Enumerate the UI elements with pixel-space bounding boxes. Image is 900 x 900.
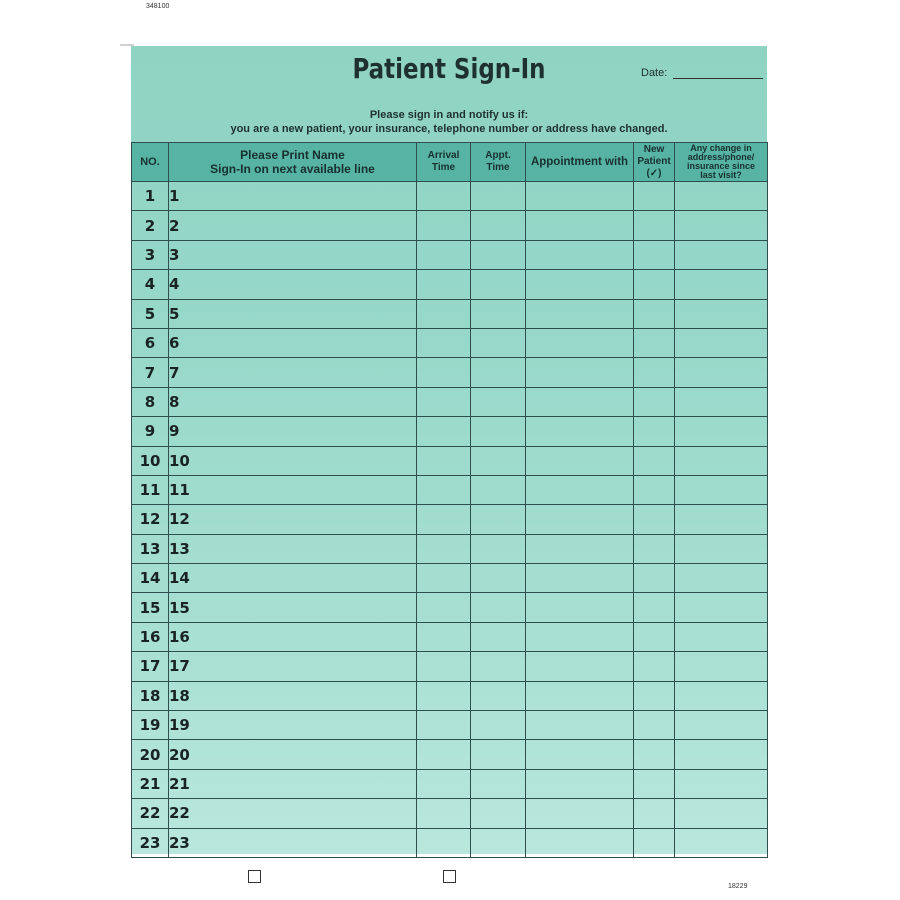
row-number: 19	[132, 711, 169, 740]
row-number: 16	[132, 622, 169, 651]
name-cell[interactable]: 13	[169, 534, 417, 563]
date-line[interactable]	[673, 67, 763, 79]
form-code-bottom: 18229	[728, 883, 748, 890]
appointment-with-cell[interactable]	[526, 182, 634, 211]
new-patient-cell[interactable]	[634, 593, 675, 622]
new-patient-cell[interactable]	[634, 799, 675, 828]
header-arrival-line-1: Arrival	[427, 150, 460, 161]
appt-time-cell[interactable]	[471, 387, 526, 416]
header-appt-line-2: Time	[486, 162, 510, 173]
header-any-change	[675, 143, 768, 182]
name-cell[interactable]: 8	[169, 387, 417, 416]
row-number: 12	[132, 505, 169, 534]
appt-time-cell[interactable]	[471, 740, 526, 769]
new-patient-cell[interactable]	[634, 769, 675, 798]
new-patient-cell[interactable]	[634, 740, 675, 769]
appt-time-cell[interactable]	[471, 828, 526, 857]
new-patient-cell[interactable]	[634, 387, 675, 416]
row-number: 9	[132, 417, 169, 446]
appointment-with-cell[interactable]	[526, 475, 634, 504]
sign-in-table	[131, 142, 768, 858]
row-number: 10	[132, 446, 169, 475]
name-cell[interactable]: 5	[169, 299, 417, 328]
arrival-time-cell[interactable]	[417, 564, 471, 593]
header-appt-line-1: Appt.	[485, 150, 511, 161]
any-change-cell[interactable]	[675, 417, 768, 446]
new-patient-cell[interactable]	[634, 564, 675, 593]
any-change-cell[interactable]	[675, 622, 768, 651]
header-change-line-1: Any change in	[690, 143, 752, 153]
row-number: 14	[132, 564, 169, 593]
any-change-cell[interactable]	[675, 475, 768, 504]
table-row	[132, 593, 768, 622]
appt-time-cell[interactable]	[471, 446, 526, 475]
row-number: 22	[132, 799, 169, 828]
appointment-with-cell[interactable]	[526, 358, 634, 387]
any-change-cell[interactable]	[675, 593, 768, 622]
arrival-time-cell[interactable]	[417, 446, 471, 475]
appointment-with-cell[interactable]	[526, 681, 634, 710]
name-cell[interactable]: 3	[169, 240, 417, 269]
appt-time-cell[interactable]	[471, 240, 526, 269]
appt-time-cell[interactable]	[471, 681, 526, 710]
arrival-time-cell[interactable]	[417, 622, 471, 651]
table-row	[132, 799, 768, 828]
table-row	[132, 182, 768, 211]
appointment-with-cell[interactable]	[526, 828, 634, 857]
row-number: 8	[132, 387, 169, 416]
any-change-cell[interactable]	[675, 240, 768, 269]
appointment-with-cell[interactable]	[526, 711, 634, 740]
notice-line-2: you are a new patient, your insurance, telephone number or address have changed.	[230, 123, 668, 135]
appointment-with-cell[interactable]	[526, 328, 634, 357]
name-cell[interactable]: 11	[169, 475, 417, 504]
row-number: 3	[132, 240, 169, 269]
arrival-time-cell[interactable]	[417, 652, 471, 681]
row-number: 5	[132, 299, 169, 328]
row-number: 15	[132, 593, 169, 622]
arrival-time-cell[interactable]	[417, 711, 471, 740]
arrival-time-cell[interactable]	[417, 681, 471, 710]
arrival-time-cell[interactable]	[417, 358, 471, 387]
name-cell[interactable]: 12	[169, 505, 417, 534]
arrival-time-cell[interactable]	[417, 182, 471, 211]
new-patient-cell[interactable]	[634, 505, 675, 534]
arrival-time-cell[interactable]	[417, 387, 471, 416]
appt-time-cell[interactable]	[471, 299, 526, 328]
date-field[interactable]	[641, 67, 763, 79]
appointment-with-cell[interactable]	[526, 240, 634, 269]
new-patient-cell[interactable]	[634, 299, 675, 328]
row-number: 23	[132, 828, 169, 857]
name-cell[interactable]: 16	[169, 622, 417, 651]
appointment-with-cell[interactable]	[526, 211, 634, 240]
any-change-cell[interactable]	[675, 769, 768, 798]
name-cell[interactable]: 1	[169, 182, 417, 211]
row-number: 11	[132, 475, 169, 504]
appointment-with-cell[interactable]	[526, 769, 634, 798]
arrival-time-cell[interactable]	[417, 828, 471, 857]
new-patient-cell[interactable]	[634, 446, 675, 475]
table-row	[132, 417, 768, 446]
new-patient-cell[interactable]	[634, 828, 675, 857]
appointment-with-cell[interactable]	[526, 387, 634, 416]
header-name-line-2: Sign-In on next available line	[210, 162, 375, 176]
hole-punch-checkbox-left[interactable]	[248, 870, 261, 883]
appt-time-cell[interactable]	[471, 711, 526, 740]
table-row	[132, 387, 768, 416]
name-cell[interactable]: 10	[169, 446, 417, 475]
appt-time-cell[interactable]	[471, 652, 526, 681]
appt-time-cell[interactable]	[471, 505, 526, 534]
name-cell[interactable]: 15	[169, 593, 417, 622]
any-change-cell[interactable]	[675, 564, 768, 593]
table-row	[132, 652, 768, 681]
sign-in-sheet	[131, 46, 767, 854]
table-row	[132, 358, 768, 387]
appt-time-cell[interactable]	[471, 417, 526, 446]
arrival-time-cell[interactable]	[417, 475, 471, 504]
new-patient-cell[interactable]	[634, 240, 675, 269]
new-patient-cell[interactable]	[634, 211, 675, 240]
any-change-cell[interactable]	[675, 740, 768, 769]
arrival-time-cell[interactable]	[417, 769, 471, 798]
notice-line-1: Please sign in and notify us if:	[369, 109, 529, 121]
name-cell[interactable]: 18	[169, 681, 417, 710]
appt-time-cell[interactable]	[471, 182, 526, 211]
appt-time-cell[interactable]	[471, 475, 526, 504]
date-label: Date:	[641, 67, 668, 79]
any-change-cell[interactable]	[675, 446, 768, 475]
any-change-cell[interactable]	[675, 652, 768, 681]
any-change-cell[interactable]	[675, 681, 768, 710]
table-row	[132, 299, 768, 328]
name-cell[interactable]: 23	[169, 828, 417, 857]
new-patient-cell[interactable]	[634, 652, 675, 681]
row-number: 21	[132, 769, 169, 798]
table-row	[132, 211, 768, 240]
header-row	[132, 143, 768, 182]
name-cell[interactable]: 6	[169, 328, 417, 357]
table-row	[132, 270, 768, 299]
appt-time-cell[interactable]	[471, 799, 526, 828]
table-row	[132, 681, 768, 710]
any-change-cell[interactable]	[675, 358, 768, 387]
any-change-cell[interactable]	[675, 505, 768, 534]
name-cell[interactable]: 9	[169, 417, 417, 446]
name-cell[interactable]: 4	[169, 270, 417, 299]
table-row	[132, 328, 768, 357]
appt-time-cell[interactable]	[471, 622, 526, 651]
appt-time-cell[interactable]	[471, 328, 526, 357]
arrival-time-cell[interactable]	[417, 534, 471, 563]
appt-time-cell[interactable]	[471, 270, 526, 299]
notice	[131, 108, 767, 136]
appointment-with-cell[interactable]	[526, 505, 634, 534]
any-change-cell[interactable]	[675, 799, 768, 828]
appointment-with-cell[interactable]	[526, 270, 634, 299]
row-number: 6	[132, 328, 169, 357]
table-row	[132, 828, 768, 857]
any-change-cell[interactable]	[675, 711, 768, 740]
name-cell[interactable]: 14	[169, 564, 417, 593]
any-change-cell[interactable]	[675, 270, 768, 299]
table-row	[132, 534, 768, 563]
row-number: 20	[132, 740, 169, 769]
new-patient-cell[interactable]	[634, 417, 675, 446]
header-new-patient	[634, 143, 675, 182]
appointment-with-cell[interactable]	[526, 799, 634, 828]
new-patient-cell[interactable]	[634, 681, 675, 710]
row-number: 4	[132, 270, 169, 299]
new-patient-cell[interactable]	[634, 475, 675, 504]
arrival-time-cell[interactable]	[417, 240, 471, 269]
name-cell[interactable]: 7	[169, 358, 417, 387]
arrival-time-cell[interactable]	[417, 799, 471, 828]
row-number: 13	[132, 534, 169, 563]
name-cell[interactable]: 17	[169, 652, 417, 681]
new-patient-cell[interactable]	[634, 182, 675, 211]
appointment-with-cell[interactable]	[526, 740, 634, 769]
any-change-cell[interactable]	[675, 211, 768, 240]
row-number: 2	[132, 211, 169, 240]
row-number: 7	[132, 358, 169, 387]
table-row	[132, 622, 768, 651]
new-patient-cell[interactable]	[634, 270, 675, 299]
appointment-with-cell[interactable]	[526, 593, 634, 622]
table-row	[132, 240, 768, 269]
header-arrival-time	[417, 143, 471, 182]
page-title: Patient Sign-In	[352, 52, 546, 85]
arrival-time-cell[interactable]	[417, 740, 471, 769]
any-change-cell[interactable]	[675, 182, 768, 211]
header-appointment-with: Appointment with	[526, 143, 634, 182]
name-cell[interactable]: 19	[169, 711, 417, 740]
header-new-line-3: (✓)	[646, 168, 662, 179]
appointment-with-cell[interactable]	[526, 564, 634, 593]
arrival-time-cell[interactable]	[417, 505, 471, 534]
appt-time-cell[interactable]	[471, 534, 526, 563]
any-change-cell[interactable]	[675, 534, 768, 563]
new-patient-cell[interactable]	[634, 622, 675, 651]
name-cell[interactable]: 21	[169, 769, 417, 798]
appt-time-cell[interactable]	[471, 211, 526, 240]
row-number: 18	[132, 681, 169, 710]
appointment-with-cell[interactable]	[526, 534, 634, 563]
arrival-time-cell[interactable]	[417, 299, 471, 328]
table-body	[132, 182, 768, 858]
arrival-time-cell[interactable]	[417, 270, 471, 299]
header-new-line-2: Patient	[637, 156, 671, 167]
name-cell[interactable]: 20	[169, 740, 417, 769]
arrival-time-cell[interactable]	[417, 593, 471, 622]
appt-time-cell[interactable]	[471, 593, 526, 622]
any-change-cell[interactable]	[675, 387, 768, 416]
table-row	[132, 446, 768, 475]
name-cell[interactable]: 22	[169, 799, 417, 828]
header-new-line-1: New	[643, 144, 665, 155]
appt-time-cell[interactable]	[471, 769, 526, 798]
hole-punch-checkbox-right[interactable]	[443, 870, 456, 883]
row-number: 1	[132, 182, 169, 211]
appointment-with-cell[interactable]	[526, 622, 634, 651]
new-patient-cell[interactable]	[634, 711, 675, 740]
arrival-time-cell[interactable]	[417, 417, 471, 446]
appt-time-cell[interactable]	[471, 358, 526, 387]
table-row	[132, 711, 768, 740]
form-code-top: 348100	[146, 3, 170, 10]
header-change-line-4: last visit?	[700, 170, 742, 180]
row-number: 17	[132, 652, 169, 681]
appt-time-cell[interactable]	[471, 564, 526, 593]
name-cell[interactable]: 2	[169, 211, 417, 240]
header-name	[169, 143, 417, 182]
appointment-with-cell[interactable]	[526, 652, 634, 681]
table-row	[132, 769, 768, 798]
header-change-line-2: address/phone/	[687, 152, 755, 162]
header-name-line-1: Please Print Name	[240, 148, 345, 162]
header-arrival-line-2: Time	[431, 162, 456, 173]
table-row	[132, 564, 768, 593]
table-row	[132, 740, 768, 769]
appointment-with-cell[interactable]	[526, 417, 634, 446]
new-patient-cell[interactable]	[634, 358, 675, 387]
arrival-time-cell[interactable]	[417, 328, 471, 357]
arrival-time-cell[interactable]	[417, 211, 471, 240]
any-change-cell[interactable]	[675, 328, 768, 357]
new-patient-cell[interactable]	[634, 328, 675, 357]
any-change-cell[interactable]	[675, 299, 768, 328]
table-row	[132, 505, 768, 534]
appointment-with-cell[interactable]	[526, 446, 634, 475]
header-appt-time	[471, 143, 526, 182]
table-row	[132, 475, 768, 504]
appointment-with-cell[interactable]	[526, 299, 634, 328]
new-patient-cell[interactable]	[634, 534, 675, 563]
header-no: NO.	[132, 143, 169, 182]
any-change-cell[interactable]	[675, 828, 768, 857]
header-change-line-3: insurance since	[686, 161, 756, 171]
